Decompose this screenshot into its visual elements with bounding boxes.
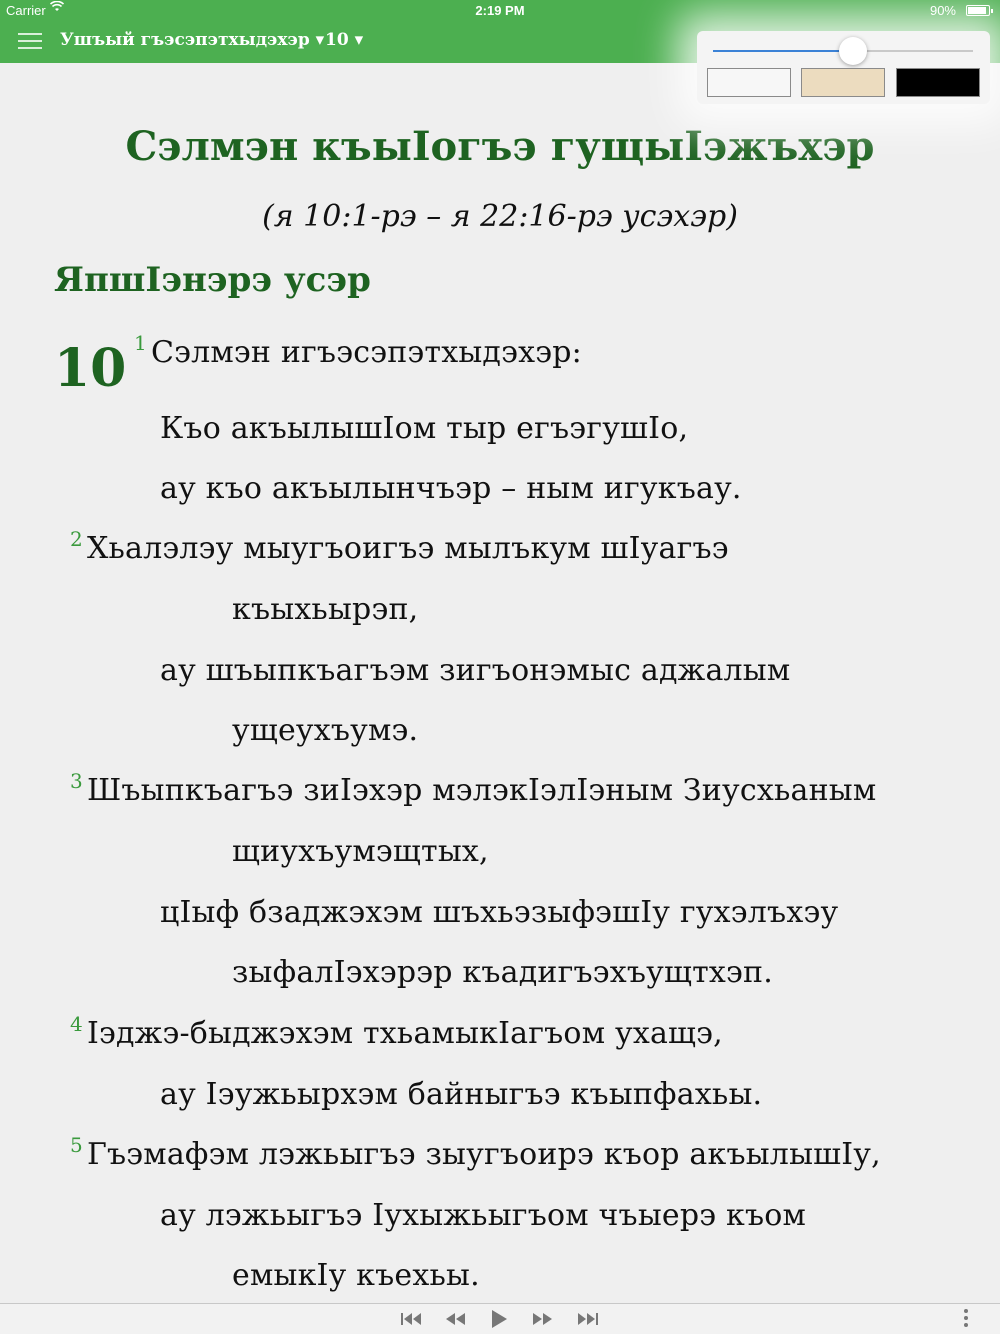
- theme-white-swatch[interactable]: [707, 68, 791, 97]
- book-selector[interactable]: Ушъый гъэсэпэтхыдэхэр ▾: [60, 30, 325, 50]
- verse-line: къыхьырэп,: [232, 592, 419, 627]
- skip-to-start-icon[interactable]: [399, 1308, 425, 1330]
- more-options-icon[interactable]: [962, 1309, 970, 1329]
- verse-line: Къо акъылышIом тыр егъэгушIо,: [160, 411, 689, 446]
- reading-pane[interactable]: [0, 63, 1000, 1303]
- verse-line: ау шъыпкъагъэм зигъонэмыс аджалым: [160, 653, 791, 688]
- verse-line: $^5$ Гъэмафэм лэжьыгъэ зыугъоирэ къор акъылышIу,: [70, 1133, 881, 1172]
- rewind-icon[interactable]: [443, 1308, 469, 1330]
- carrier-label: Carrier: [6, 3, 46, 18]
- audio-player-bar: [0, 1303, 1000, 1334]
- theme-sepia-swatch[interactable]: [801, 68, 885, 97]
- status-bar: [0, 0, 1000, 20]
- theme-black-swatch[interactable]: [896, 68, 980, 97]
- verse-line: емыкIу къехьы.: [232, 1258, 480, 1293]
- chapter-selector[interactable]: 10 ▾: [325, 30, 364, 50]
- battery-percent: 90%: [929, 3, 956, 18]
- verse-line: ау къо акъылынчъэр – ным игукъау.: [160, 471, 742, 506]
- play-icon[interactable]: [486, 1308, 512, 1330]
- verse-line: $^2$ Хьалэлэу мыугъоигъэ мылъкум шIуагъэ: [70, 527, 729, 566]
- clock: 2:19 PM: [475, 3, 525, 18]
- display-settings-panel: [697, 31, 990, 104]
- section-heading: ЯпшIэнэрэ усэр: [54, 260, 371, 300]
- verse-number: 1: [134, 331, 147, 355]
- verse-line: щиухъумэщтых,: [232, 834, 489, 869]
- book-subtitle: (я 10:1-рэ – я 22:16-рэ усэхэр): [262, 199, 738, 234]
- verse-line: $^3$ Шъыпкъагъэ зиIэхэр мэлэкIэлIэным Зиусхьаным: [70, 769, 877, 808]
- verse-line: ущеухъумэ.: [232, 713, 419, 748]
- verse-line: цIыф бзаджэхэм шъхьэзыфэшIу гухэлъхэу: [160, 895, 839, 930]
- verse-number: 4: [70, 1012, 83, 1036]
- verse-number: 3: [70, 769, 83, 793]
- book-title: Сэлмэн къыIогъэ гущыIэжъхэр: [125, 123, 875, 170]
- chapter-number: 10: [54, 338, 127, 399]
- verse-number: 5: [70, 1133, 83, 1157]
- verse-line: ау лэжьыгъэ Iухыжьыгъом чъыерэ къом: [160, 1198, 807, 1233]
- verse-line: $^1$ Сэлмэн игъэсэпэтхыдэхэр:: [134, 331, 582, 370]
- skip-to-end-icon[interactable]: [575, 1308, 601, 1330]
- verse-line: зыфалIэхэрэр къадигъэхъущтхэп.: [232, 955, 773, 990]
- battery-icon: [966, 5, 990, 16]
- fast-forward-icon[interactable]: [530, 1308, 556, 1330]
- verse-number: 2: [70, 527, 83, 551]
- slider-thumb[interactable]: [839, 37, 867, 65]
- hamburger-menu-icon[interactable]: [18, 33, 42, 51]
- text-size-slider[interactable]: [713, 50, 973, 52]
- verse-line: ау Iэужьырхэм байныгъэ къыпфахьы.: [160, 1077, 763, 1112]
- verse-line: $^4$ Iэджэ-быджэхэм тхьамыкIагъом ухащэ,: [70, 1012, 723, 1051]
